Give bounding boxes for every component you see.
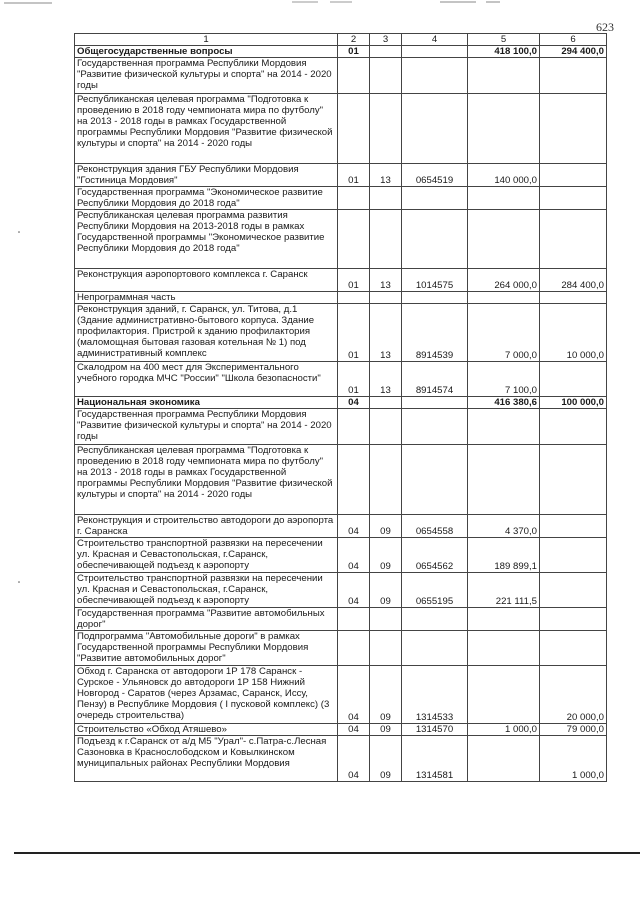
cell-name: Государственная программа Республики Мордовия "Развитие физической культуры и спорта" на 2014 - 2020 годы	[75, 58, 338, 94]
cell-target-code: 8914574	[402, 362, 468, 397]
cell-target-code	[402, 397, 468, 409]
table-row	[75, 631, 607, 666]
table-row	[75, 269, 607, 292]
cell-amount-6: 294 400,0	[540, 46, 607, 58]
cell-subsection	[370, 58, 402, 94]
table-row	[75, 362, 607, 397]
cell-name: Скалодром на 400 мест для Экспериментального учебного городка МЧС "России" "Школа безопасности"	[75, 362, 338, 397]
cell-subsection: 09	[370, 666, 402, 724]
cell-target-code: 8914539	[402, 304, 468, 362]
cell-section: 04	[338, 724, 370, 736]
scan-left-marks	[0, 0, 70, 905]
cell-target-code: 1314533	[402, 666, 468, 724]
cell-subsection: 13	[370, 164, 402, 187]
cell-target-code: 1014575	[402, 269, 468, 292]
cell-amount-6	[540, 573, 607, 608]
cell-amount-5: 1 000,0	[468, 724, 540, 736]
table-row	[75, 608, 607, 631]
table-row	[75, 515, 607, 538]
table-row	[75, 409, 607, 445]
cell-section	[338, 631, 370, 666]
cell-amount-6	[540, 631, 607, 666]
cell-section: 04	[338, 573, 370, 608]
cell-name: Реконструкция и строительство автодороги до аэропорта г. Саранска	[75, 515, 338, 538]
cell-name: Национальная экономика	[75, 397, 338, 409]
cell-subsection	[370, 292, 402, 304]
table-row	[75, 397, 607, 409]
table-row	[75, 94, 607, 164]
cell-amount-6: 284 400,0	[540, 269, 607, 292]
cell-target-code: 0654558	[402, 515, 468, 538]
table-row	[75, 304, 607, 362]
cell-name: Подъезд к г.Саранск от а/д М5 "Урал"- с.Патра-с.Лесная Сазоновка в Краснослободском и Ковылкинском муниципальных районах Республики Мордовия	[75, 736, 338, 782]
cell-subsection	[370, 46, 402, 58]
table-body	[75, 46, 607, 782]
cell-subsection: 13	[370, 304, 402, 362]
cell-subsection: 09	[370, 515, 402, 538]
cell-subsection	[370, 210, 402, 269]
cell-subsection	[370, 409, 402, 445]
cell-name: Строительство «Обход Атяшево»	[75, 724, 338, 736]
cell-subsection	[370, 94, 402, 164]
cell-subsection	[370, 397, 402, 409]
cell-amount-5	[468, 736, 540, 782]
cell-section	[338, 292, 370, 304]
cell-amount-6	[540, 164, 607, 187]
cell-target-code	[402, 46, 468, 58]
cell-section	[338, 94, 370, 164]
table-row	[75, 666, 607, 724]
cell-section: 04	[338, 538, 370, 573]
table-row	[75, 210, 607, 269]
cell-subsection: 13	[370, 362, 402, 397]
cell-amount-5: 140 000,0	[468, 164, 540, 187]
table-row	[75, 724, 607, 736]
cell-section: 01	[338, 164, 370, 187]
cell-amount-6	[540, 292, 607, 304]
cell-section	[338, 58, 370, 94]
budget-table	[74, 33, 607, 782]
cell-amount-6: 1 000,0	[540, 736, 607, 782]
header-col-5: 5	[468, 34, 540, 46]
cell-amount-5	[468, 292, 540, 304]
cell-subsection: 13	[370, 269, 402, 292]
header-col-6: 6	[540, 34, 607, 46]
table-row	[75, 292, 607, 304]
table-row	[75, 187, 607, 210]
table-row	[75, 538, 607, 573]
cell-section	[338, 210, 370, 269]
cell-section: 04	[338, 515, 370, 538]
cell-amount-6	[540, 362, 607, 397]
cell-name: Обход г. Саранска от автодороги 1Р 178 Саранск - Сурское - Ульяновск до автодороги 1Р 158 Нижний Новгород - Саратов (через Арзамас, Саранск, Иссу, Пензу) в Республике Мордовия ( I пусковой комплекс) (3 очередь строительства)	[75, 666, 338, 724]
cell-amount-5	[468, 608, 540, 631]
scan-top-marks	[0, 0, 640, 8]
header-col-3: 3	[370, 34, 402, 46]
cell-amount-6: 10 000,0	[540, 304, 607, 362]
cell-name: Государственная программа "Развитие автомобильных дорог"	[75, 608, 338, 631]
page-number: 623	[596, 20, 614, 34]
cell-section	[338, 187, 370, 210]
cell-section	[338, 445, 370, 515]
cell-amount-5: 7 100,0	[468, 362, 540, 397]
cell-subsection	[370, 445, 402, 515]
cell-subsection: 09	[370, 573, 402, 608]
cell-amount-5	[468, 445, 540, 515]
cell-name: Государственная программа "Экономическое развитие Республики Мордовия до 2018 года"	[75, 187, 338, 210]
cell-amount-6	[540, 58, 607, 94]
cell-amount-5	[468, 631, 540, 666]
header-col-4: 4	[402, 34, 468, 46]
cell-subsection: 09	[370, 538, 402, 573]
cell-amount-5	[468, 409, 540, 445]
cell-name: Республиканская целевая программа "Подготовка к проведению в 2018 году чемпионата мира по футболу" на 2013 - 2018 годы в рамках Государственной программы Республики Мордовия "Развитие физической культуры и спорта" на 2014 - 2020 годы	[75, 94, 338, 164]
cell-amount-5	[468, 666, 540, 724]
cell-amount-6	[540, 538, 607, 573]
cell-section: 04	[338, 397, 370, 409]
cell-target-code	[402, 445, 468, 515]
table-row	[75, 58, 607, 94]
cell-amount-5	[468, 94, 540, 164]
cell-amount-6	[540, 409, 607, 445]
cell-target-code	[402, 187, 468, 210]
cell-amount-5	[468, 58, 540, 94]
table-row	[75, 46, 607, 58]
cell-name: Реконструкция здания ГБУ Республики Мордовия "Гостиница Мордовия"	[75, 164, 338, 187]
cell-amount-6	[540, 608, 607, 631]
cell-name: Подпрограмма "Автомобильные дороги" в рамках Государственной программы Республики Мордовия "Развитие автомобильных дорог"	[75, 631, 338, 666]
cell-name: Республиканская целевая программа "Подготовка к проведению в 2018 году чемпионата мира по футболу" на 2013 - 2018 годы в рамках Государственной программы Республики Мордовия "Развитие физической культуры и спорта" на 2014 - 2020 годы	[75, 445, 338, 515]
cell-subsection: 09	[370, 736, 402, 782]
cell-target-code	[402, 58, 468, 94]
cell-subsection	[370, 631, 402, 666]
cell-section: 01	[338, 46, 370, 58]
cell-name: Строительство транспортной развязки на пересечении ул. Красная и Севастопольская, г.Саранск, обеспечивающей подъезд к аэропорту	[75, 538, 338, 573]
cell-amount-6	[540, 210, 607, 269]
cell-name: Государственная программа Республики Мордовия "Развитие физической культуры и спорта" на 2014 - 2020 годы	[75, 409, 338, 445]
cell-amount-5	[468, 187, 540, 210]
cell-target-code	[402, 210, 468, 269]
header-col-2: 2	[338, 34, 370, 46]
cell-subsection	[370, 608, 402, 631]
cell-amount-6	[540, 515, 607, 538]
cell-amount-5: 418 100,0	[468, 46, 540, 58]
table-header-row	[75, 34, 607, 46]
cell-name: Строительство транспортной развязки на пересечении ул. Красная и Севастопольская, г.Саранск, обеспечивающей подъезд к аэропорту	[75, 573, 338, 608]
table-row	[75, 164, 607, 187]
cell-amount-6: 100 000,0	[540, 397, 607, 409]
cell-amount-5: 416 380,6	[468, 397, 540, 409]
cell-target-code	[402, 631, 468, 666]
cell-amount-6	[540, 445, 607, 515]
cell-amount-6	[540, 187, 607, 210]
cell-name: Общегосударственные вопросы	[75, 46, 338, 58]
header-col-1: 1	[75, 34, 338, 46]
cell-subsection	[370, 187, 402, 210]
cell-target-code	[402, 292, 468, 304]
cell-name: Республиканская целевая программа развития Республики Мордовия на 2013-2018 годы в рамках Государственной программы "Экономическое развитие Республики Мордовия до 2018 года"	[75, 210, 338, 269]
cell-target-code: 0655195	[402, 573, 468, 608]
cell-amount-6: 79 000,0	[540, 724, 607, 736]
cell-section: 04	[338, 666, 370, 724]
cell-section: 04	[338, 736, 370, 782]
table-row	[75, 736, 607, 782]
cell-name: Реконструкция зданий, г. Саранск, ул. Титова, д.1 (Здание административно-бытового корпуса. Здание профилактория. Пристрой к зданию профилактория (маломощная бытовая газовая котельная № 1) под административный комплекс	[75, 304, 338, 362]
bottom-rule	[14, 852, 640, 854]
cell-target-code: 1314570	[402, 724, 468, 736]
cell-target-code	[402, 94, 468, 164]
cell-target-code	[402, 409, 468, 445]
cell-section: 01	[338, 269, 370, 292]
cell-name: Реконструкция аэропортового комплекса г. Саранск	[75, 269, 338, 292]
cell-amount-5: 221 111,5	[468, 573, 540, 608]
cell-amount-5: 264 000,0	[468, 269, 540, 292]
cell-target-code: 1314581	[402, 736, 468, 782]
cell-section: 01	[338, 304, 370, 362]
cell-amount-5: 189 899,1	[468, 538, 540, 573]
cell-target-code: 0654519	[402, 164, 468, 187]
cell-amount-6: 20 000,0	[540, 666, 607, 724]
cell-amount-5: 4 370,0	[468, 515, 540, 538]
cell-target-code	[402, 608, 468, 631]
table-row	[75, 445, 607, 515]
cell-amount-5: 7 000,0	[468, 304, 540, 362]
cell-section	[338, 608, 370, 631]
cell-subsection: 09	[370, 724, 402, 736]
table-row	[75, 573, 607, 608]
cell-amount-6	[540, 94, 607, 164]
cell-section	[338, 409, 370, 445]
cell-amount-5	[468, 210, 540, 269]
cell-target-code: 0654562	[402, 538, 468, 573]
cell-name: Непрограммная часть	[75, 292, 338, 304]
cell-section: 01	[338, 362, 370, 397]
